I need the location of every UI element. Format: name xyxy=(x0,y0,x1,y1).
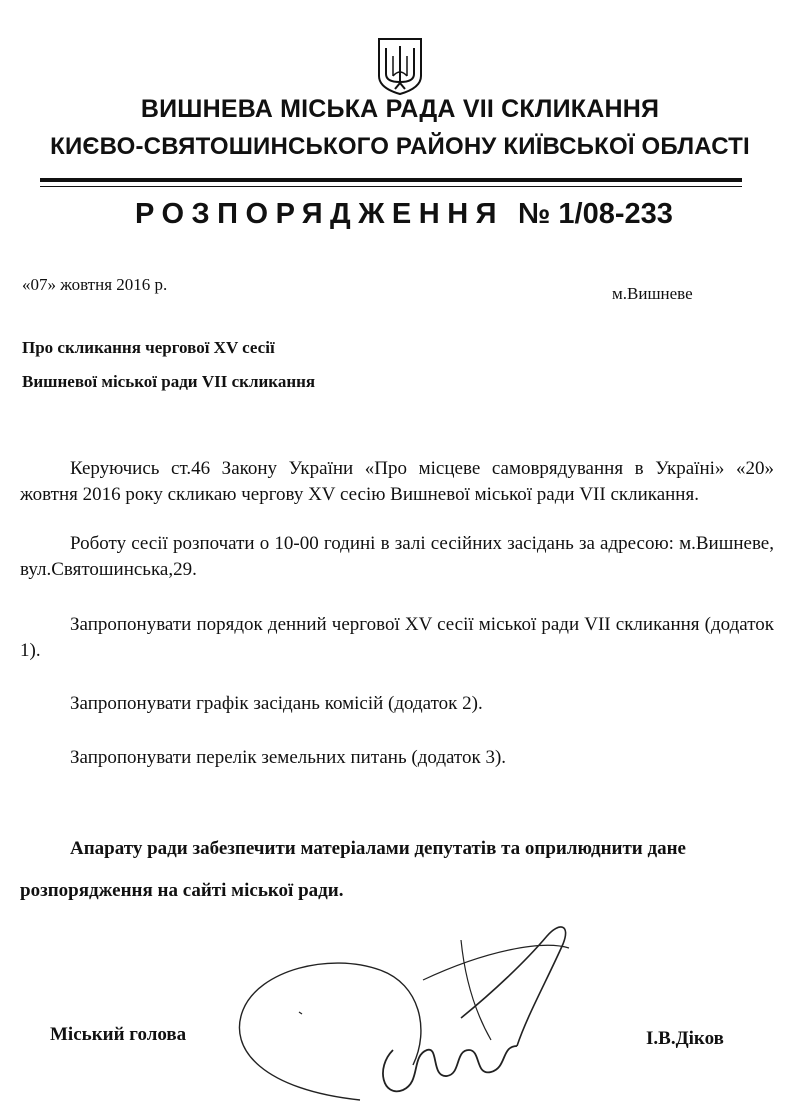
body-paragraph: Запропонувати порядок денний чергової XV сесії міської ради VII скликання (додаток 1). xyxy=(20,614,774,661)
council-region: КИЄВО-СВЯТОШИНСЬКОГО РАЙОНУ КИЇВСЬКОЇ ОБЛАСТІ xyxy=(50,133,750,160)
document-number: № 1/08-233 xyxy=(518,198,673,230)
body-paragraph: Запропонувати перелік земельних питань (додаток 3). xyxy=(70,747,507,768)
document-date: «07» жовтня 2016 р. xyxy=(22,275,168,294)
closing-instruction xyxy=(20,838,774,902)
subject-line-2: Вишневої міської ради VII скликання xyxy=(22,372,316,391)
body-paragraph: Запропонувати графік засідань комісій (додаток 2). xyxy=(70,693,483,714)
closing-line-1: Апарату ради забезпечити матеріалами депутатів та оприлюднити дане xyxy=(70,838,686,859)
subject-line-1: Про скликання чергової XV сесії xyxy=(22,338,275,357)
document-body xyxy=(20,456,774,771)
closing-line-2: розпорядження на сайті міської ради. xyxy=(20,880,344,901)
document-place: м.Вишневе xyxy=(612,284,693,303)
body-paragraph: Роботу сесії розпочати о 10-00 годині в залі сесійних засідань за адресою: м.Вишневе, вул.Святошинська,29. xyxy=(20,533,774,580)
trident-emblem-icon xyxy=(375,36,425,96)
signatory-name: І.В.Діков xyxy=(646,1028,724,1049)
header-divider-thick xyxy=(40,178,742,182)
body-paragraph: Керуючись ст.46 Закону України «Про місцеве самоврядування в Україні» «20» жовтня 2016 року скликаю чергову XV сесію Вишневої міської ради VII скликання. xyxy=(20,458,774,505)
signatory-role: Міський голова xyxy=(50,1024,187,1045)
council-name: ВИШНЕВА МІСЬКА РАДА VII СКЛИКАННЯ xyxy=(140,95,660,123)
document-type-title: РОЗПОРЯДЖЕННЯ xyxy=(135,198,504,230)
header-divider-thin xyxy=(40,186,742,187)
handwritten-signature xyxy=(225,900,575,1106)
